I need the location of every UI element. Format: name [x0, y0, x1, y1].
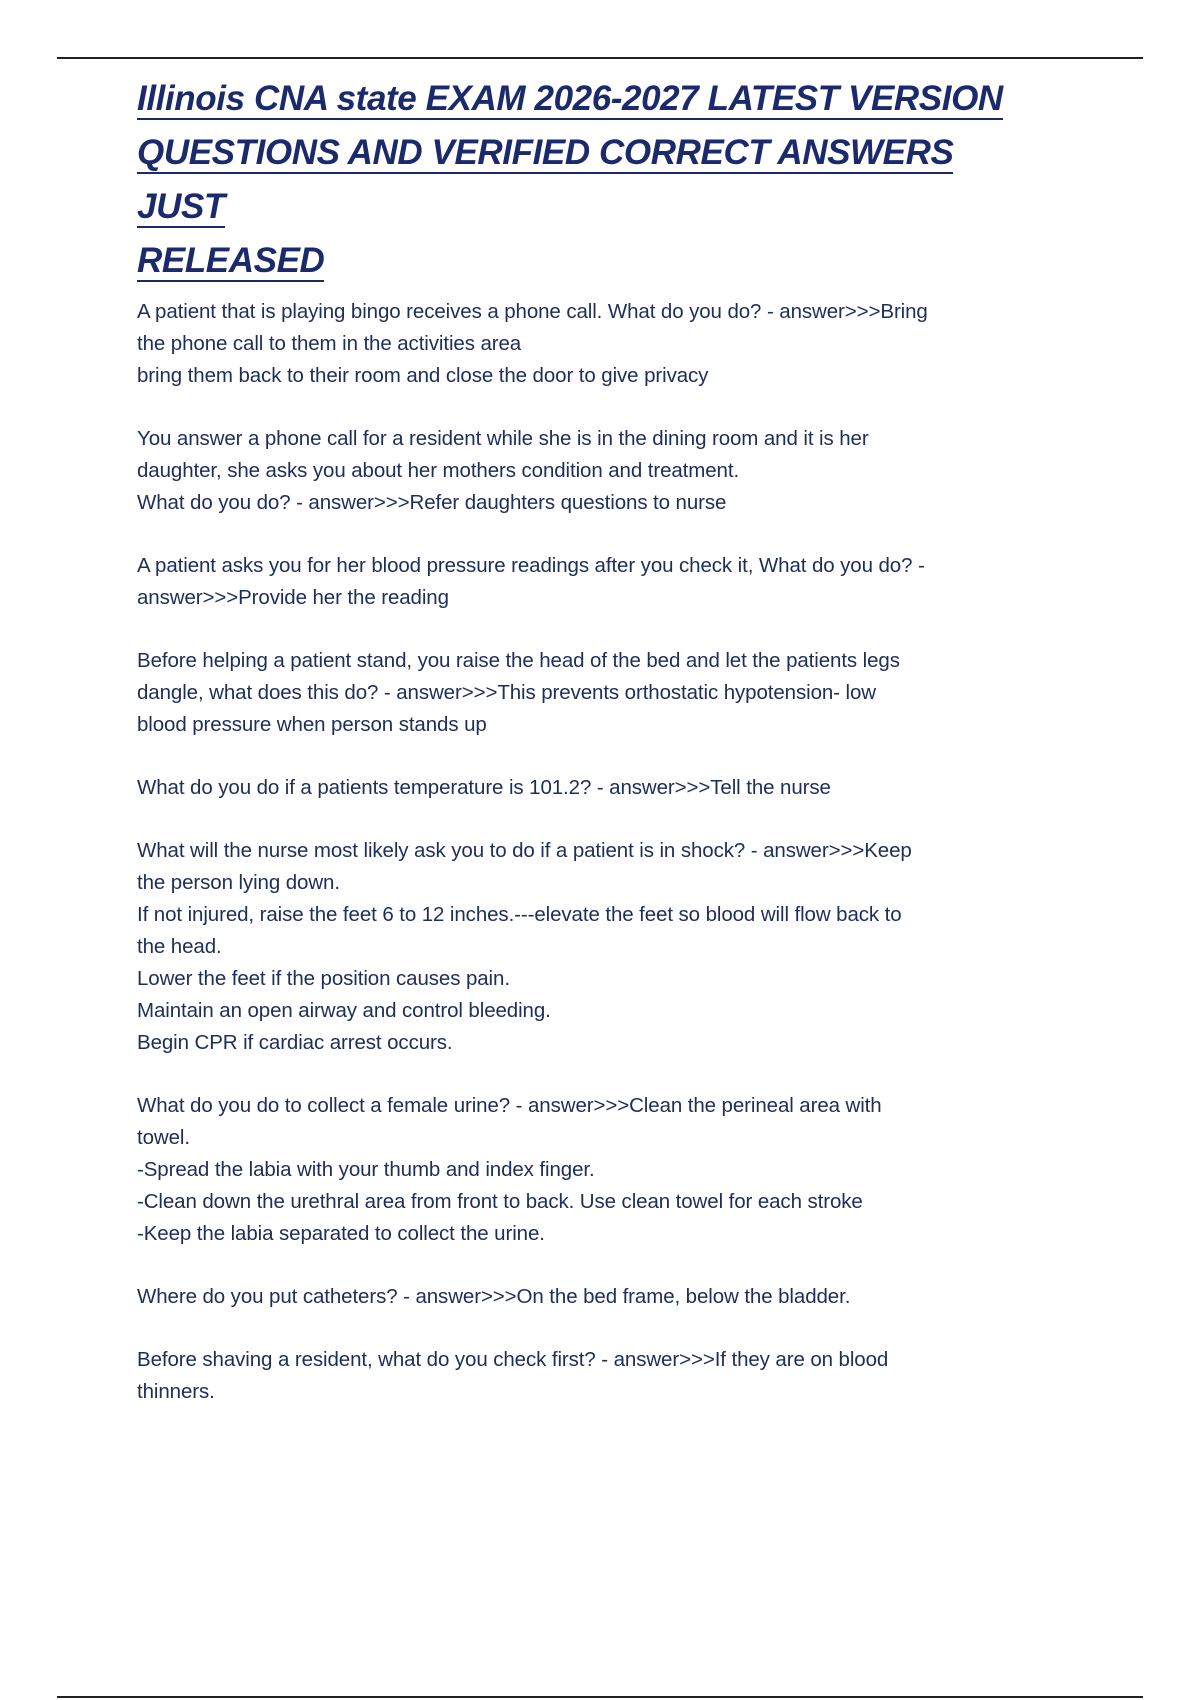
document-body: [137, 72, 1007, 1439]
qa-item: [137, 772, 1007, 804]
qa-item: [137, 550, 1007, 614]
qa-line: What do you do if a patients temperature is 101.2? - answer>>>Tell the nurse: [137, 776, 831, 799]
qa-item: [137, 1281, 1007, 1313]
qa-item: [137, 645, 1007, 741]
qa-line: the phone call to them in the activities area: [137, 332, 522, 355]
qa-item: [137, 835, 1007, 1059]
qa-line: Begin CPR if cardiac arrest occurs.: [137, 1031, 453, 1054]
qa-item: [137, 423, 1007, 519]
qa-line: -Spread the labia with your thumb and index finger.: [137, 1158, 595, 1181]
qa-line: What will the nurse most likely ask you to do if a patient is in shock? - answer>>>Keep: [137, 839, 912, 862]
qa-item: [137, 296, 1007, 392]
qa-line: towel.: [137, 1126, 190, 1149]
bottom-rule: [57, 1696, 1143, 1698]
qa-line: If not injured, raise the feet 6 to 12 inches.---elevate the feet so blood will flow back to: [137, 903, 902, 926]
qa-line: dangle, what does this do? - answer>>>This prevents orthostatic hypotension- low: [137, 681, 876, 704]
qa-line: -Keep the labia separated to collect the urine.: [137, 1222, 545, 1245]
qa-line: thinners.: [137, 1380, 215, 1403]
qa-item: [137, 1344, 1007, 1408]
qa-line: What do you do to collect a female urine? - answer>>>Clean the perineal area with: [137, 1094, 882, 1117]
qa-line: You answer a phone call for a resident while she is in the dining room and it is her: [137, 427, 869, 450]
qa-line: Before shaving a resident, what do you check first? - answer>>>If they are on blood: [137, 1348, 889, 1371]
qa-item: [137, 1090, 1007, 1250]
qa-line: A patient asks you for her blood pressure readings after you check it, What do you do? -: [137, 554, 925, 577]
title-line: QUESTIONS AND VERIFIED CORRECT ANSWERS JUST: [137, 133, 954, 226]
top-rule: [57, 57, 1143, 59]
qa-line: bring them back to their room and close the door to give privacy: [137, 364, 709, 387]
qa-line: the head.: [137, 935, 222, 958]
question-answer-list: [137, 296, 1007, 1408]
qa-line: Where do you put catheters? - answer>>>On the bed frame, below the bladder.: [137, 1285, 851, 1308]
title-line: RELEASED: [137, 241, 325, 280]
qa-line: -Clean down the urethral area from front to back. Use clean towel for each stroke: [137, 1190, 863, 1213]
qa-line: What do you do? - answer>>>Refer daughters questions to nurse: [137, 491, 727, 514]
qa-line: Maintain an open airway and control bleeding.: [137, 999, 551, 1022]
qa-line: answer>>>Provide her the reading: [137, 586, 449, 609]
qa-line: A patient that is playing bingo receives a phone call. What do you do? - answer>>>Bring: [137, 300, 928, 323]
qa-line: Lower the feet if the position causes pain.: [137, 967, 510, 990]
document-title: [137, 72, 1007, 288]
qa-line: blood pressure when person stands up: [137, 713, 487, 736]
qa-line: Before helping a patient stand, you raise the head of the bed and let the patients legs: [137, 649, 900, 672]
qa-line: the person lying down.: [137, 871, 340, 894]
title-line: Illinois CNA state EXAM 2026-2027 LATEST VERSION: [137, 79, 1003, 118]
qa-line: daughter, she asks you about her mothers condition and treatment.: [137, 459, 740, 482]
